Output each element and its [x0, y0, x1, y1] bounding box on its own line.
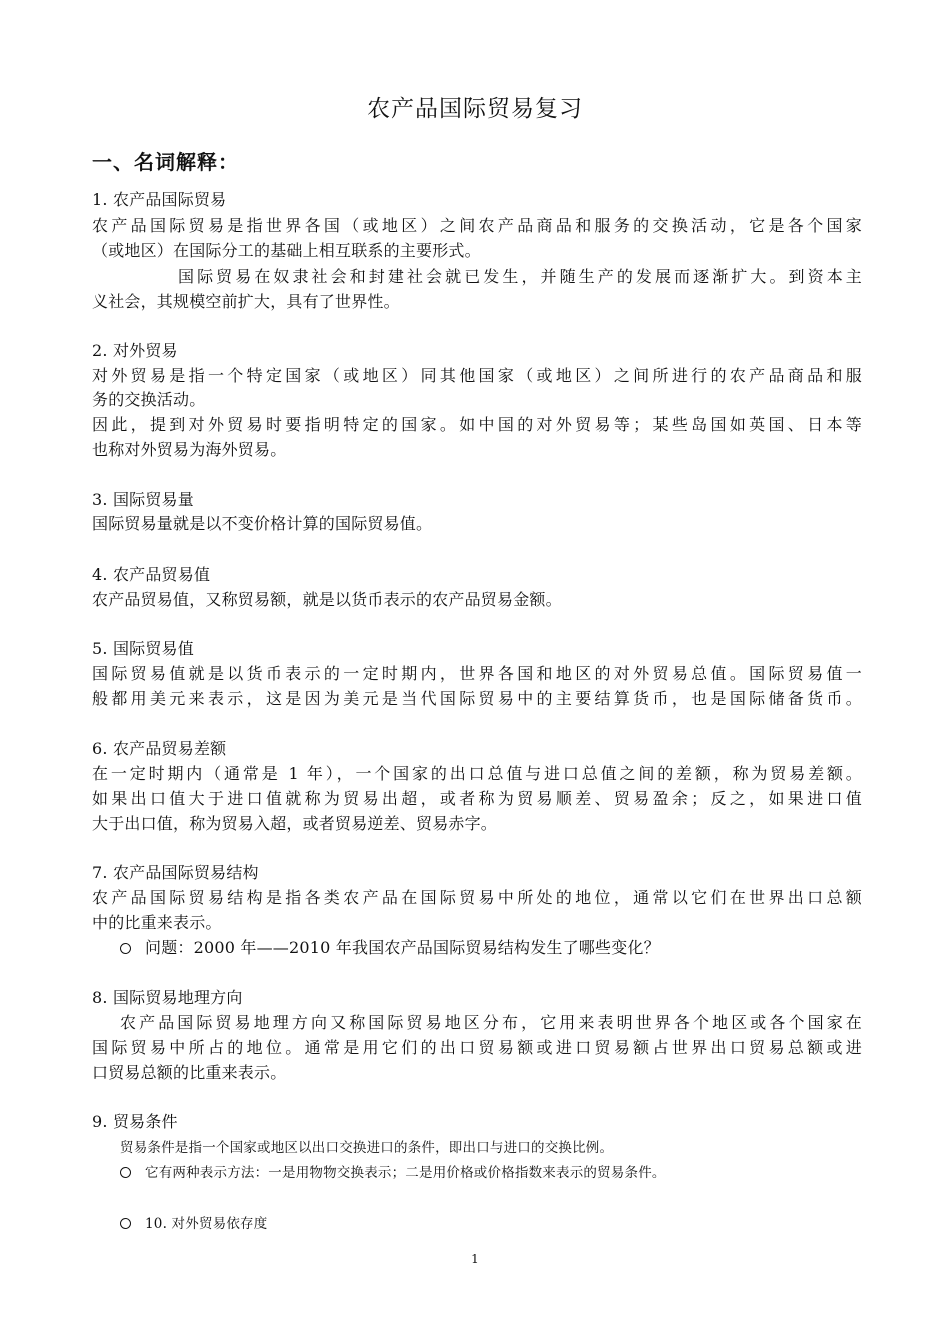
page-number: 1 [471, 1252, 479, 1266]
paragraph-line: 国际贸易值就是以货币表示的一定时期内，世界各国和地区的对外贸易总值。国际贸易值一 [92, 664, 862, 683]
term-heading: 1. 农产品国际贸易 [92, 190, 227, 209]
term-heading: 5. 国际贸易值 [92, 639, 194, 658]
bullet-item [120, 1162, 862, 1184]
paragraph-line: 务的交换活动。 [92, 390, 206, 409]
term-heading: 4. 农产品贸易值 [92, 565, 211, 584]
hollow-circle-bullet-icon [120, 1167, 131, 1178]
paragraph-line: 国际贸易中所占的地位。通常是用它们的出口贸易额或进口贸易额占世界出口贸易总额或进 [92, 1038, 862, 1057]
paragraph-line: 国际贸易在奴隶社会和封建社会就已发生，并随生产的发展而逐渐扩大。到资本主 [178, 267, 862, 286]
term-heading: 9. 贸易条件 [92, 1112, 178, 1131]
bullet-text: 问题：2000 年——2010 年我国农产品国际贸易结构发生了哪些变化？ [145, 938, 660, 957]
bullet-item [120, 937, 862, 959]
paragraph-line: 大于出口值，称为贸易入超，或者贸易逆差、贸易赤字。 [92, 814, 498, 833]
hollow-circle-bullet-icon [120, 943, 131, 954]
document-title: 农产品国际贸易复习 [367, 96, 583, 122]
section-heading: 一、名词解释： [92, 150, 239, 174]
paragraph-line: 在一定时期内（通常是 1 年），一个国家的出口总值与进口总值之间的差额，称为贸易差额。 [92, 764, 862, 783]
paragraph-line: 如果出口值大于进口值就称为贸易出超，或者称为贸易顺差、贸易盈余；反之，如果进口值 [92, 789, 862, 808]
term-heading: 6. 农产品贸易差额 [92, 739, 227, 758]
term-heading: 7. 农产品国际贸易结构 [92, 863, 259, 882]
bullet-item [120, 1213, 862, 1235]
paragraph-line: 国际贸易量就是以不变价格计算的国际贸易值。 [92, 514, 433, 533]
paragraph-line: 农产品国际贸易地理方向又称国际贸易地区分布，它用来表明世界各个地区或各个国家在 [120, 1013, 862, 1032]
paragraph-line: 口贸易总额的比重来表示。 [92, 1063, 287, 1082]
paragraph-line: 农产品贸易值，又称贸易额，就是以货币表示的农产品贸易金额。 [92, 590, 562, 609]
paragraph-line: 因此，提到对外贸易时要指明特定的国家。如中国的对外贸易等；某些岛国如英国、日本等 [92, 415, 862, 434]
paragraph-line: 般都用美元来表示，这是因为美元是当代国际贸易中的主要结算货币，也是国际储备货币。 [92, 689, 862, 708]
paragraph-line: 对外贸易是指一个特定国家（或地区）同其他国家（或地区）之间所进行的农产品商品和服 [92, 366, 862, 385]
paragraph-line: 贸易条件是指一个国家或地区以出口交换进口的条件，即出口与进口的交换比例。 [120, 1140, 614, 1156]
hollow-circle-bullet-icon [120, 1218, 131, 1229]
paragraph-line: 农产品国际贸易是指世界各国（或地区）之间农产品商品和服务的交换活动，它是各个国家 [92, 216, 862, 235]
paragraph-line: 也称对外贸易为海外贸易。 [92, 440, 287, 459]
term-heading: 2. 对外贸易 [92, 341, 178, 360]
paragraph-line: 义社会，其规模空前扩大，具有了世界性。 [92, 292, 400, 311]
paragraph-line: 中的比重来表示。 [92, 913, 222, 932]
paragraph-line: 农产品国际贸易结构是指各类农产品在国际贸易中所处的地位，通常以它们在世界出口总额 [92, 888, 862, 907]
bullet-text: 10. 对外贸易依存度 [145, 1216, 268, 1232]
bullet-text: 它有两种表示方法：一是用物物交换表示；二是用价格或价格指数来表示的贸易条件。 [145, 1165, 666, 1181]
term-heading: 8. 国际贸易地理方向 [92, 988, 243, 1007]
paragraph-line: （或地区）在国际分工的基础上相互联系的主要形式。 [92, 241, 481, 260]
term-heading: 3. 国际贸易量 [92, 490, 194, 509]
